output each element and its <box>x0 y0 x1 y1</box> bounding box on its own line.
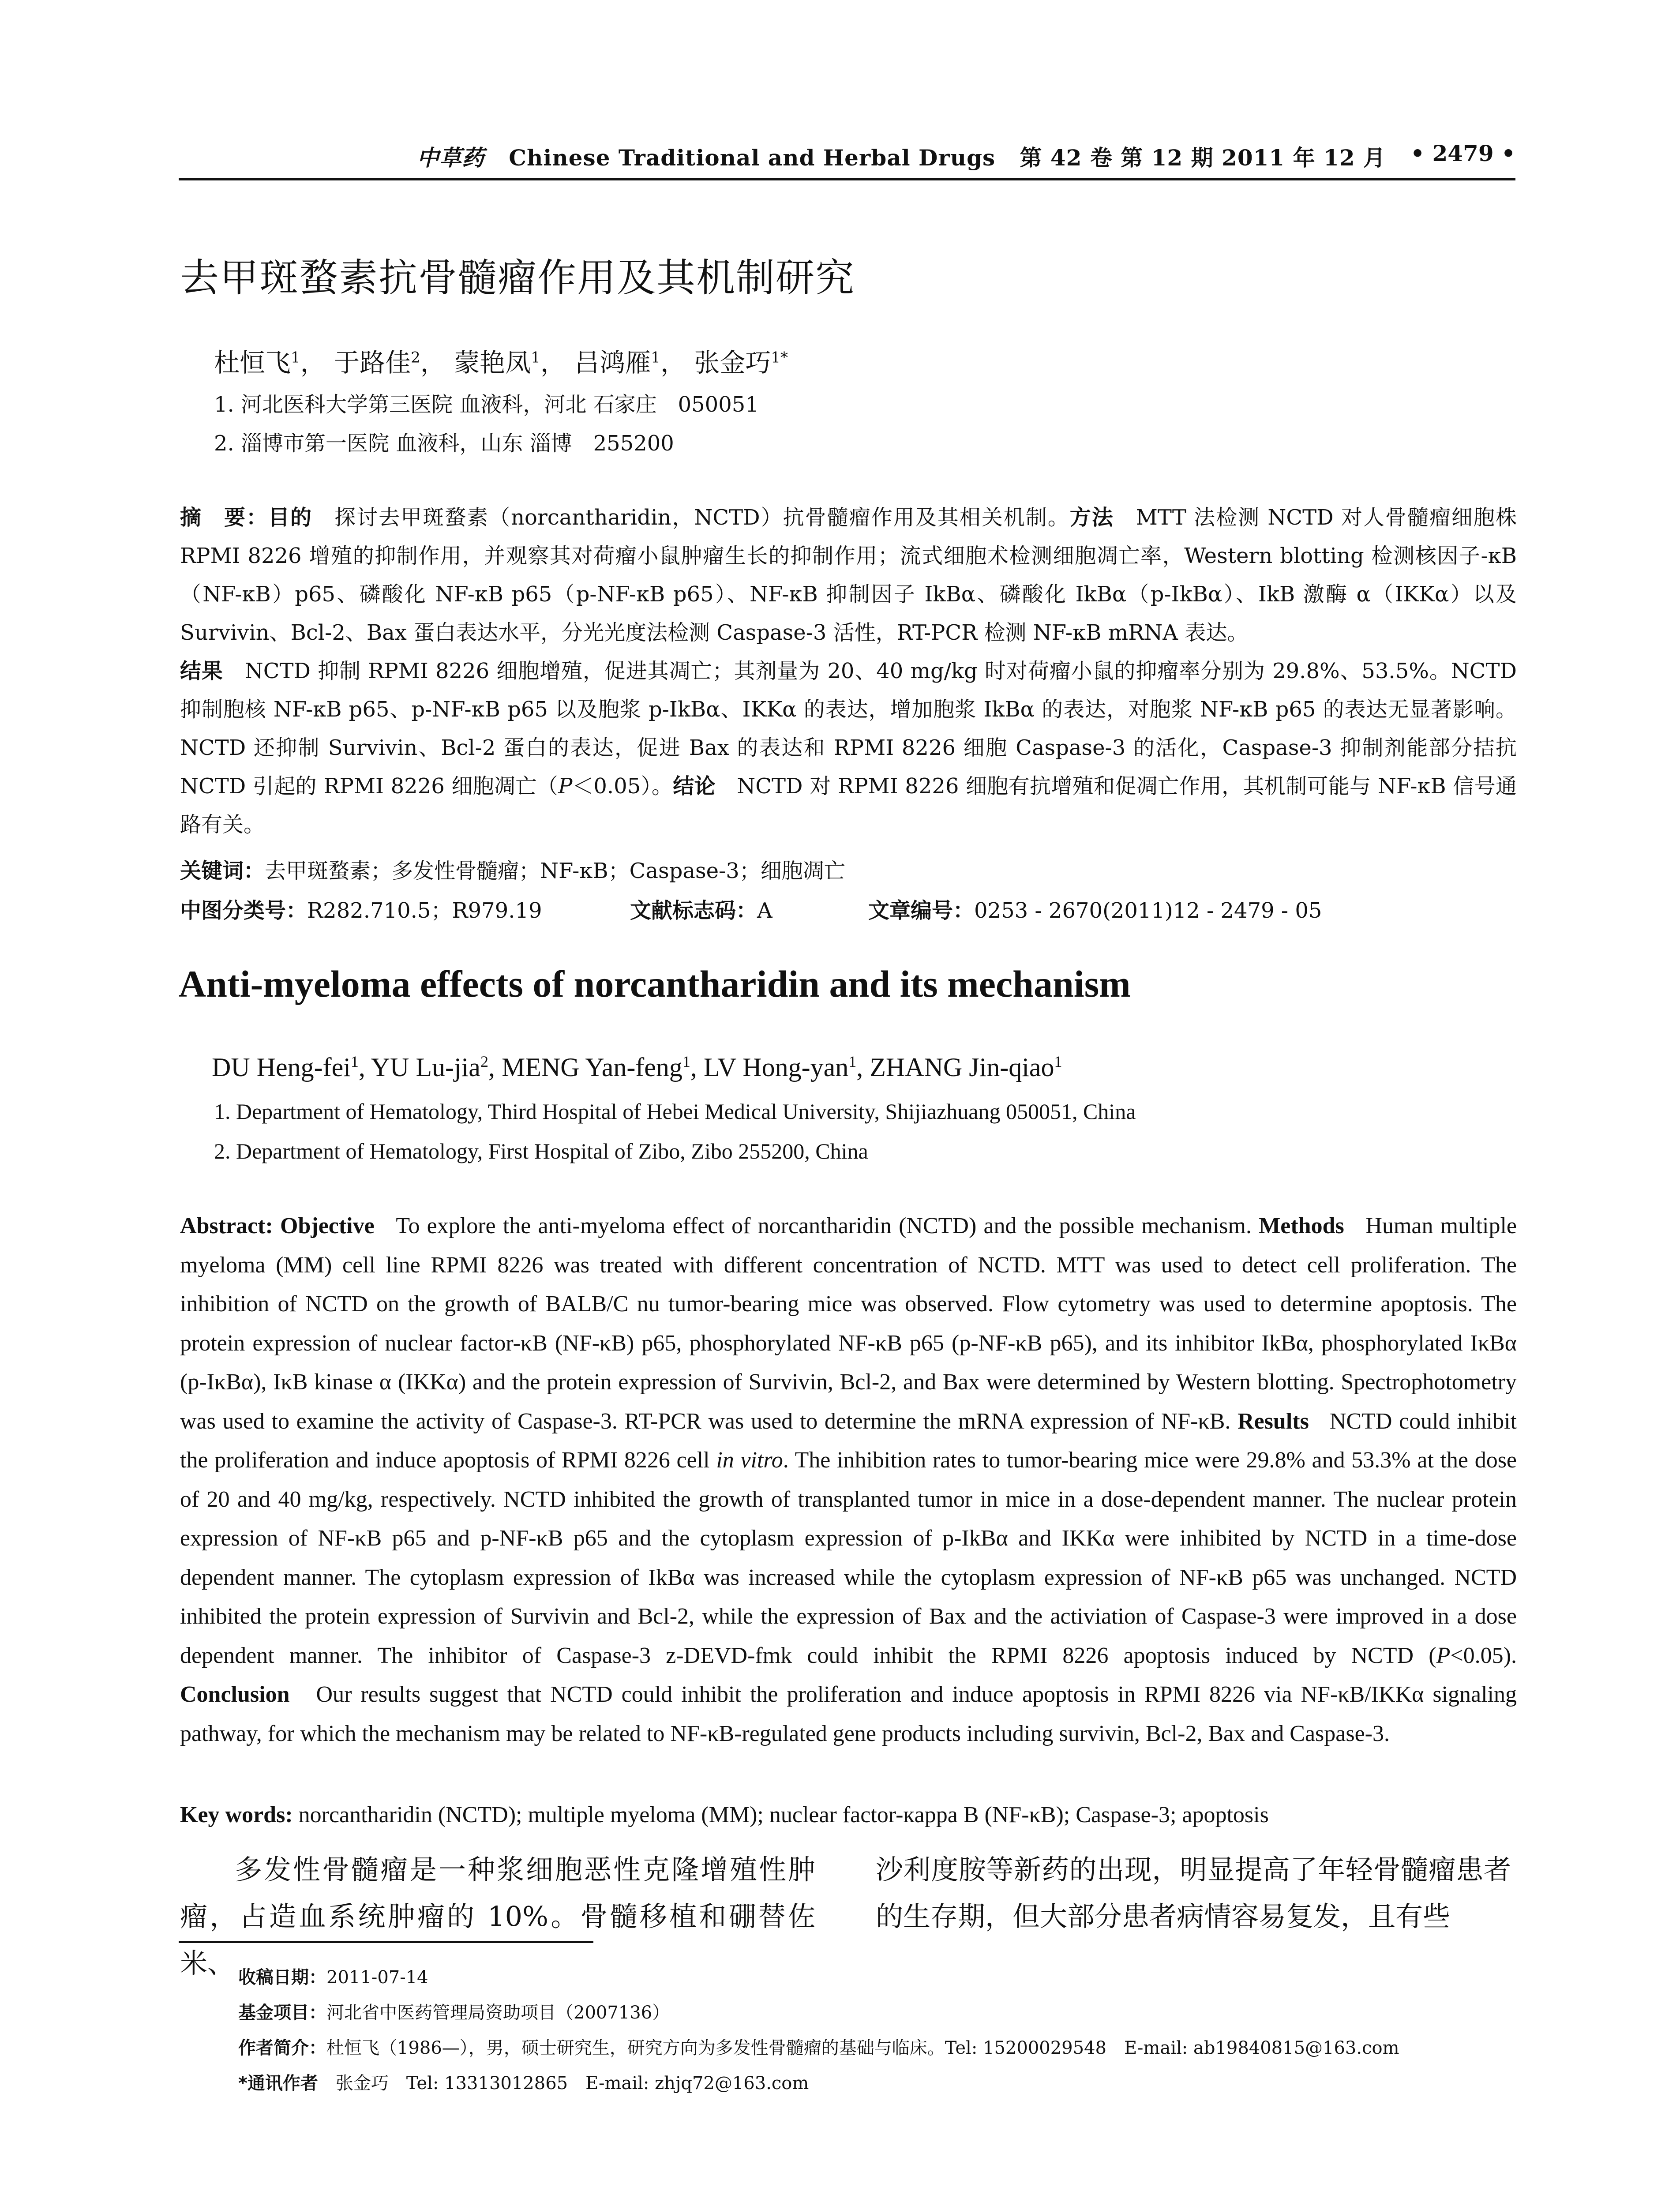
author-sup: 1 <box>291 349 300 367</box>
body-column-right: 沙利度胺等新药的出现，明显提高了年轻骨髓瘤患者的生存期，但大部分患者病情容易复发，且有些 <box>876 1853 1511 1932</box>
author-en: LV Hong-yan <box>703 1053 849 1082</box>
header-rule <box>179 178 1515 180</box>
author-en: DU Heng-fei <box>212 1053 351 1082</box>
footnote-author <box>238 2034 1399 2059</box>
page-number: • 2479 • <box>1410 140 1515 166</box>
keywords-cn <box>180 854 845 884</box>
footnote-rule <box>179 1941 593 1943</box>
abstract-en-label: Abstract: Objective <box>180 1213 375 1238</box>
title-en: Anti-myeloma effects of norcantharidin and its mechanism <box>179 963 1131 1005</box>
conclusion-label-cn: 结论 <box>673 774 716 799</box>
footnote-fund <box>238 1999 670 2024</box>
keywords-en-label: Key words: <box>180 1802 293 1827</box>
fund-text: 河北省中医药管理局资助项目（2007136） <box>326 2003 670 2023</box>
journal-issue: 第 42 卷 第 12 期 2011 年 12 月 <box>1020 145 1386 171</box>
article-number-value: 0253 - 2670(2011)12 - 2479 - 05 <box>974 898 1322 923</box>
doc-code-label: 文献标志码： <box>630 898 758 923</box>
author-en: MENG Yan-feng <box>501 1053 682 1082</box>
methods-cn: MTT 法检测 NCTD 对人骨髓瘤细胞株 RPMI 8226 增殖的抑制作用，并观察其对荷瘤小鼠肿瘤生长的抑制作用；流式细胞术检测细胞凋亡率，Western blotting 检测核因子-κB（NF-κB）p65、磷酸化 NF-κB p65（p-NF-κB p65）、NF-κB 抑制因子 IkBα、磷酸化 IkBα（p-IkBα）、IkB 激酶 α（IKKα）以及 Survivin、Bcl-2、Bax 蛋白表达水平，分光光度法检测 Caspase-3 活性，RT-PCR 检测 NF-κB mRNA 表达。 <box>180 505 1517 645</box>
classification-line <box>180 893 1517 924</box>
affiliation-cn-2: 2. 淄博市第一医院 血液科，山东 淄博 255200 <box>214 431 674 456</box>
in-vitro-italic: in vitro <box>716 1448 783 1473</box>
clc-value: R282.710.5；R979.19 <box>307 898 542 923</box>
results-en-c: <0.05). <box>1450 1643 1517 1668</box>
journal-header-left <box>417 140 1386 172</box>
methods-en: Human multiple myeloma (MM) cell line RPMI 8226 was treated with different concentration of NCTD. MTT was used to detect cell proliferation. The inhibition of NCTD on the growth of BALB/C nu tumor-bearing mice was observed. Flow cytometry was used to determine apoptosis. The protein expression of nuclear factor-κB (NF-κB) p65, phosphorylated NF-κB p65 (p-NF-κB p65), and its inhibitor IkBα, phosphorylated IκBα (p-IκBα), IκB kinase α (IKKα) and the protein expression of Survivin, Bcl-2, and Bax were determined by Western blotting. Spectrophotometry was used to examine the activity of Caspase-3. RT-PCR was used to determine the mRNA expression of NF-κB. <box>180 1213 1517 1434</box>
author-cn: 吕鸿雁 <box>574 348 651 378</box>
keywords-cn-text: 去甲斑蝥素；多发性骨髓瘤；NF-κB；Caspase-3；细胞凋亡 <box>265 859 845 883</box>
author-bio-label: 作者简介： <box>238 2038 326 2058</box>
affiliation-en-1: 1. Department of Hematology, Third Hospital of Hebei Medical University, Shijiazhuang 050051, China <box>214 1099 1136 1124</box>
journal-name-cn: 中草药 <box>417 145 484 171</box>
keywords-cn-label: 关键词： <box>180 859 265 883</box>
abstract-en <box>180 1207 1517 1753</box>
received-date: 2011-07-14 <box>326 1967 428 1988</box>
corresponding-text: 张金巧 Tel: 13313012865 E-mail: zhjq72@163.com <box>335 2073 809 2093</box>
affiliation-en-2: 2. Department of Hematology, First Hospital of Zibo, Zibo 255200, China <box>214 1139 868 1163</box>
keywords-en-text: norcantharidin (NCTD); multiple myeloma (MM); nuclear factor-кappa B (NF-κB); Caspase-3; apoptosis <box>298 1802 1269 1827</box>
conclusion-label-en: Conclusion <box>180 1682 290 1707</box>
author-cn: 张金巧 <box>694 348 771 378</box>
author-sup: 1 <box>350 1053 359 1070</box>
abstract-cn <box>180 499 1517 844</box>
results-label-cn: 结果 <box>180 659 223 683</box>
author-bio-text: 杜恒飞（1986—），男，硕士研究生，研究方向为多发性骨髓瘤的基础与临床。Tel: 15200029548 E-mail: ab19840815@163.com <box>326 2038 1399 2058</box>
footnote-corresponding <box>238 2069 809 2094</box>
article-number-label: 文章编号： <box>868 898 975 923</box>
body-column-left: 多发性骨髓瘤是一种浆细胞恶性克隆增殖性肿瘤，占造血系统肿瘤的 10%。骨髓移植和硼替佐米、 <box>180 1853 815 1979</box>
authors-en: DU Heng-fei$^1$, YU Lu-jia$^2$, MENG Yan-feng$^1$, LV Hong-yan$^1$, ZHANG Jin-qiao$^1$ <box>212 1053 1062 1082</box>
conclusion-en: Our results suggest that NCTD could inhibit the proliferation and induce apoptosis in RPMI 8226 via NF-κB/IKKα signaling pathway, for which the mechanism may be related to NF-κB-regulated gene products including survivin, Bcl-2, Bax and Caspase-3. <box>180 1682 1517 1746</box>
conclusion-cn: NCTD 对 RPMI 8226 细胞有抗增殖和促凋亡作用，其机制可能与 NF-κB 信号通路有关。 <box>180 774 1517 837</box>
running-header <box>179 140 1515 180</box>
fund-label: 基金项目： <box>238 2003 326 2023</box>
abstract-cn-label: 摘 要： <box>180 505 269 530</box>
results-cn: NCTD 抑制 RPMI 8226 细胞增殖，促进其凋亡；其剂量为 20、40 mg/kg 时对荷瘤小鼠的抑瘤率分别为 29.8%、53.5%。NCTD 抑制胞核 NF-κB p65、p-NF-κB p65 以及胞浆 p-IkBα、IKKα 的表达，增加胞浆 IkBα 的表达，对胞浆 NF-κB p65 的表达无显著影响。NCTD 还抑制 Survivin、Bcl-2 蛋白的表达，促进 Bax 的表达和 RPMI 8226 细胞 Caspase-3 的活化，Caspase-3 抑制剂能部分拮抗 NCTD 引起的 RPMI 8226 细胞凋亡（ <box>180 659 1517 799</box>
author-sup: 1 <box>1054 1053 1062 1070</box>
author-cn: 蒙艳凤 <box>454 348 531 378</box>
objective-en: To explore the anti-myeloma effect of norcantharidin (NCTD) and the possible mechanism. <box>396 1213 1252 1238</box>
author-sup: 2 <box>480 1053 488 1070</box>
doc-code-value: A <box>757 898 772 923</box>
author-sup: 1 <box>682 1053 690 1070</box>
author-sup: 1 <box>531 349 540 367</box>
corresponding-label: *通讯作者 <box>238 2073 318 2093</box>
keywords-en <box>180 1796 1517 1835</box>
journal-name-en: Chinese Traditional and Herbal Drugs <box>509 145 996 171</box>
received-label: 收稿日期： <box>238 1967 326 1988</box>
results-en-b: . The inhibition rates to tumor-bearing mice were 29.8% and 53.3% at the dose of 20 and 40 mg/kg, respectively. NCTD inhibited the growth of transplanted tumor in mice in a dose-dependent manner. The nuclear protein expression of NF-κB p65 and p-NF-κB p65 and the cytoplasm expression of p-IkBα and IKKα were inhibited by NCTD in a time-dose dependent manner. The cytoplasm expression of IkBα was increased while the cytoplasm expression of NF-κB p65 was unchanged. NCTD inhibited the protein expression of Survivin and Bcl-2, while the expression of Bax and the activiation of Caspase-3 were improved in a dose dependent manner. The inhibitor of Caspase-3 z-DEVD-fmk could inhibit the RPMI 8226 apoptosis induced by NCTD ( <box>180 1448 1517 1668</box>
objective-label-cn: 目的 <box>268 505 313 530</box>
author-cn: 于路佳 <box>334 348 411 378</box>
author-en: YU Lu-jia <box>371 1053 480 1082</box>
results-en-a: NCTD could inhibit the proliferation and induce apoptosis of RPMI 8226 cell <box>180 1408 1517 1473</box>
footnote-received <box>238 1963 428 1988</box>
p-value-italic-en: P <box>1436 1643 1451 1668</box>
author-sup: 1 <box>651 349 660 367</box>
methods-label-cn: 方法 <box>1069 505 1114 530</box>
results-label-en: Results <box>1238 1408 1309 1434</box>
author-sup: 1 <box>848 1053 857 1070</box>
author-sup: 2 <box>411 349 420 367</box>
methods-label-en: Methods <box>1259 1213 1344 1238</box>
affiliation-cn-1: 1. 河北医科大学第三医院 血液科，河北 石家庄 050051 <box>214 392 759 417</box>
authors-cn: 杜恒飞$^1$， 于路佳$^2$， 蒙艳凤$^1$， 吕鸿雁$^1$， 张金巧$^{1*}$ <box>214 348 788 378</box>
clc-label: 中图分类号： <box>180 898 308 923</box>
results-cn-tail: ＜0.05）。 <box>572 774 673 799</box>
author-sup: 1* <box>771 349 788 367</box>
objective-cn: 探讨去甲斑蝥素（norcantharidin，NCTD）抗骨髓瘤作用及其相关机制。 <box>334 505 1070 530</box>
author-cn: 杜恒飞 <box>214 348 291 378</box>
p-value-italic: P <box>558 774 573 799</box>
author-en: ZHANG Jin-qiao <box>870 1053 1054 1082</box>
title-cn: 去甲斑蝥素抗骨髓瘤作用及其机制研究 <box>180 255 855 300</box>
